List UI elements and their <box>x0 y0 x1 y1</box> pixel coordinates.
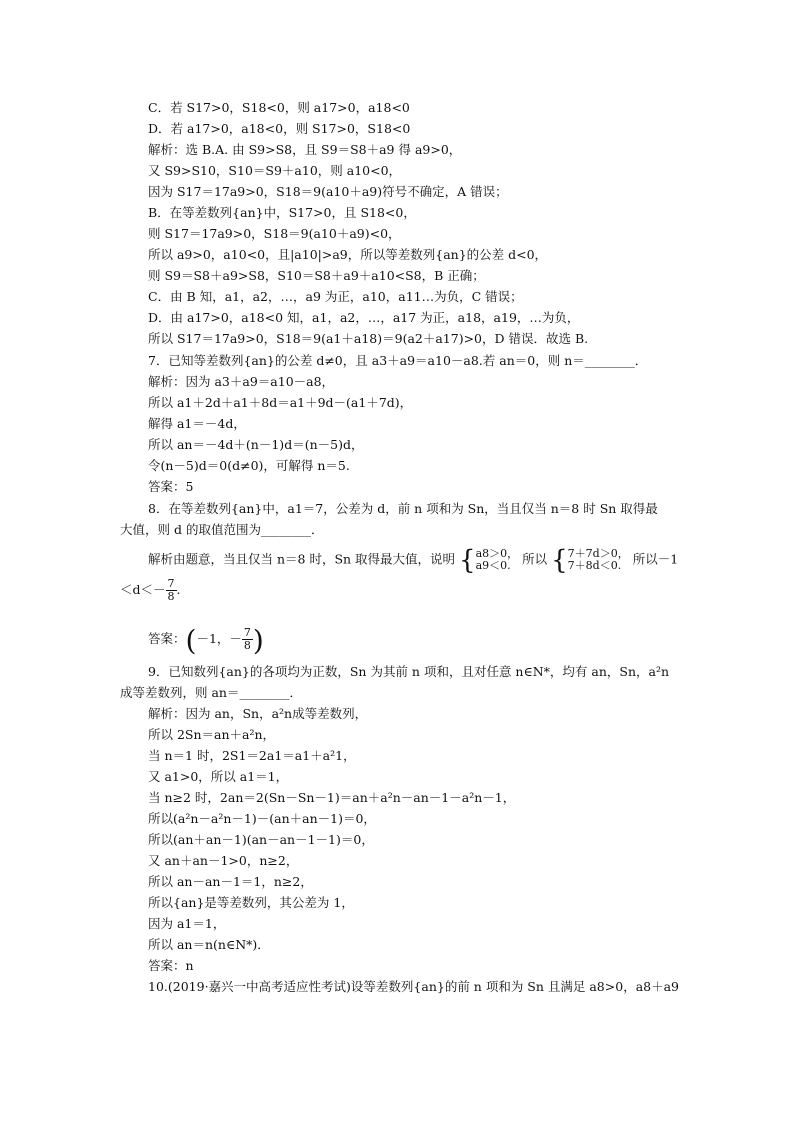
solution-line: 则 S17＝17a9>0，S18＝9(a10＋a9)<0， <box>148 226 401 241</box>
solution-line: 所以 an－an－1＝1，n≥2， <box>148 874 313 889</box>
inequality-system <box>568 548 629 572</box>
q8-solution-line <box>148 545 679 576</box>
q8-middle-text: 所以 <box>522 551 548 567</box>
solution-line: 所以(an＋an－1)(an－an－1－1)＝0， <box>148 832 374 847</box>
brace-icon: { <box>459 545 476 576</box>
solution-line: 当 n≥2 时，2an＝2(Sn－Sn－1)＝an＋a²n－an－1－a²n－1， <box>148 790 516 805</box>
period: . <box>176 582 181 597</box>
answer-7: 答案：5 <box>148 479 194 494</box>
solution-line: B．在等差数列{an}中，S17>0，且 S18<0， <box>148 205 416 220</box>
solution-line: 因为 a1＝1， <box>148 916 226 931</box>
sys-bottom: a9＜0. <box>475 559 511 572</box>
sys-top: a8＞0， <box>475 547 519 560</box>
solution-line: 所以 a9>0，a10<0，且|a10|>a9，所以等差数列{an}的公差 d<0， <box>148 247 548 262</box>
answer-text: －1，－ <box>196 631 242 646</box>
fraction-denominator: 8 <box>243 639 251 652</box>
right-paren-icon: ) <box>252 624 264 657</box>
solution-line: 所以 an＝n(n∈N*)． <box>148 937 270 952</box>
inequality-text: ＜d＜－ <box>120 582 166 597</box>
fraction <box>242 627 253 652</box>
fraction <box>166 578 177 603</box>
solution-line: 当 n＝1 时，2S1＝2a1＝a1＋a²1， <box>148 748 356 763</box>
question-9: 9．已知数列{an}的各项均为正数，Sn 为其前 n 项和，且对任意 n∈N*，均有 an，Sn，a²n <box>148 664 670 679</box>
option-c-line: C．若 S17>0，S18<0，则 a17>0，a18<0 <box>148 100 410 115</box>
solution-line: 因为 S17＝17a9>0，S18＝9(a10＋a9)符号不确定，A 错误； <box>148 184 508 199</box>
solution-line: 所以{an}是等差数列，其公差为 1， <box>148 895 354 910</box>
fraction-numerator: 7 <box>167 577 175 590</box>
solution-line: 令(n－5)d＝0(d≠0)，可解得 n＝5. <box>148 458 350 473</box>
fraction-numerator: 7 <box>243 626 251 639</box>
inequality-system <box>476 548 519 572</box>
solution-line: 解析：因为 an，Sn，a²n成等差数列， <box>148 706 368 721</box>
q8-solution-line2 <box>120 578 181 603</box>
question-10: 10.(2019·嘉兴一中高考适应性考试)设等差数列{an}的前 n 项和为 Sn 且满足 a8>0，a8＋a9 <box>148 979 680 994</box>
answer-9: 答案：n <box>148 958 194 973</box>
fraction-denominator: 8 <box>167 590 175 603</box>
solution-line: 所以(a²n－a²n－1)－(an＋an－1)＝0， <box>148 811 376 826</box>
question-9-cont: 成等差数列，则 an＝________． <box>120 685 302 700</box>
solution-line: 则 S9＝S8＋a9>S8，S10＝S8＋a9＋a10<S8，B 正确； <box>148 268 485 283</box>
question-8-cont: 大值，则 d 的取值范围为________． <box>120 522 324 537</box>
question-7: 7．已知等差数列{an}的公差 d≠0，且 a3＋a9＝a10－a8.若 an＝0，则 n＝________． <box>148 353 648 368</box>
answer-label: 答案： <box>148 631 186 646</box>
solution-line: 解析：选 B.A. 由 S9>S8，且 S9＝S8＋a9 得 a9>0， <box>148 142 462 157</box>
solution-line: 解析：因为 a3＋a9＝a10－a8， <box>148 374 335 389</box>
solution-line: 又 an＋an－1>0，n≥2， <box>148 853 299 868</box>
solution-line: 所以 2Sn＝an＋a²n， <box>148 727 276 742</box>
sys-bottom: 7＋8d＜0. <box>567 559 622 572</box>
solution-line: 所以 a1＋2d＋a1＋8d＝a1＋9d－(a1＋7d)， <box>148 395 413 410</box>
brace-icon: { <box>551 545 568 576</box>
sys-top: 7＋7d＞0， <box>567 547 629 560</box>
solution-line: 又 a1>0，所以 a1＝1， <box>148 769 289 784</box>
solution-line: 解得 a1＝－4d， <box>148 416 246 431</box>
solution-line: 所以 an＝－4d＋(n－1)d＝(n－5)d， <box>148 437 364 452</box>
solution-line: C．由 B 知，a1，a2，…，a9 为正，a10，a11…为负，C 错误； <box>148 289 523 304</box>
answer-8 <box>148 624 264 657</box>
question-8: 8．在等差数列{an}中，a1＝7，公差为 d，前 n 项和为 Sn，当且仅当 n＝8 时 Sn 取得最 <box>148 501 658 516</box>
left-paren-icon: ( <box>185 624 197 657</box>
solution-line: 又 S9>S10，S10＝S9＋a10，则 a10<0， <box>148 163 402 178</box>
option-d-line: D．若 a17>0，a18<0，则 S17>0，S18<0 <box>148 121 411 136</box>
solution-line: 所以 S17＝17a9>0，S18＝9(a1＋a18)＝9(a2＋a17)>0，D 错误．故选 B. <box>148 331 589 346</box>
q8-suffix-text: 所以－1 <box>632 551 679 567</box>
q8-solution-text: 解析由题意，当且仅当 n＝8 时，Sn 取得最大值，说明 <box>148 551 456 567</box>
solution-line: D．由 a17>0，a18<0 知，a1，a2，…，a17 为正，a18，a19，…为负， <box>148 310 580 325</box>
